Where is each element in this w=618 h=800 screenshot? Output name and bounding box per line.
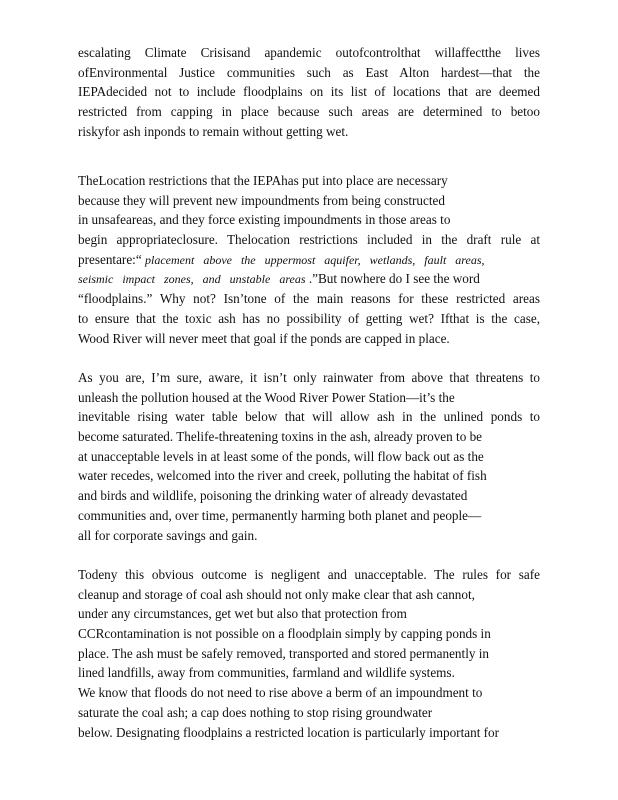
- text-line: communities and, over time, permanently harming both planet and people—: [78, 507, 482, 523]
- text-line: to ensure that the toxic ash has no possibility of getting wet? Ifthat is the case,: [78, 310, 540, 326]
- text-line: As you are, I’m sure, aware, it isn’t only rainwater from above that threatens to: [78, 370, 540, 385]
- text-line: IEPAdecided not to include floodplains on its list of locations that are deemed: [78, 84, 540, 100]
- text-line: below. Designating floodplains a restricted location is particularly important for: [78, 724, 500, 740]
- paragraph-3: [78, 368, 540, 545]
- text-line: unleash the pollution housed at the Wood River Power Station—it’s the: [78, 389, 455, 405]
- text-line: We know that floods do not need to rise above a berm of an impoundment to: [78, 685, 483, 701]
- text-line: begin appropriateclosure. Thelocation restrictions included in the draft rule at: [78, 232, 540, 248]
- text-line: place. The ash must be safely removed, transported and stored permanently in: [78, 645, 490, 661]
- text-line: [78, 250, 540, 270]
- text-line: in unsafeareas, and they force existing impoundments in those areas to: [78, 212, 451, 228]
- text-line: “floodplains.” Why not? Isn’tone of the main reasons for these restricted areas: [78, 291, 540, 307]
- quoted-text-italic: placement above the uppermost aquifer, wetlands, fault areas,: [145, 252, 485, 267]
- text-line: lined landfills, away from communities, farmland and wildlife systems.: [78, 665, 455, 681]
- text-line: Todeny this obvious outcome is negligent and unacceptable. The rules for safe: [78, 567, 540, 582]
- text-line: become saturated. Thelife-threatening toxins in the ash, already proven to be: [78, 429, 483, 445]
- quoted-text-italic: seismic impact zones, and unstable areas: [78, 272, 306, 287]
- text-line: at unacceptable levels in at least some of the ponds, will flow back out as the: [78, 448, 484, 464]
- text-line: and birds and wildlife, poisoning the drinking water of already devastated: [78, 488, 468, 504]
- text-line: CCRcontamination is not possible on a floodplain simply by capping ponds in: [78, 626, 491, 642]
- text-line: because they will prevent new impoundments from being constructed: [78, 192, 445, 208]
- text-line: all for corporate savings and gain.: [78, 527, 258, 543]
- text-line: water recedes, welcomed into the river and creek, polluting the habitat of fish: [78, 468, 487, 484]
- text-line: riskyfor ash inponds to remain without getting wet.: [78, 123, 349, 139]
- text-line: ofEnvironmental Justice communities such as East Alton hardest—that the: [78, 64, 540, 80]
- text-line: under any circumstances, get wet but also that protection from: [78, 606, 407, 622]
- text-run: presentare:“: [78, 251, 145, 267]
- text-line: escalating Climate Crisisand apandemic outofcontrolthat willaffectthe lives: [78, 45, 540, 60]
- text-line: saturate the coal ash; a cap does nothing to stop rising groundwater: [78, 704, 433, 720]
- text-line: restricted from capping in place because such areas are determined to betoo: [78, 104, 540, 120]
- text-line: TheLocation restrictions that the IEPAhas put into place are necessary: [78, 173, 448, 188]
- paragraph-2: [78, 171, 540, 348]
- text-run: .”But nowhere do I see the word: [305, 271, 480, 287]
- text-line: Wood River will never meet that goal if the ponds are capped in place.: [78, 330, 450, 346]
- paragraph-1: [78, 43, 540, 141]
- text-line: [78, 269, 540, 289]
- text-line: inevitable rising water table below that will allow ash in the unlined ponds to: [78, 409, 540, 425]
- paragraph-4: [78, 565, 540, 742]
- text-line: cleanup and storage of coal ash should not only make clear that ash cannot,: [78, 586, 475, 602]
